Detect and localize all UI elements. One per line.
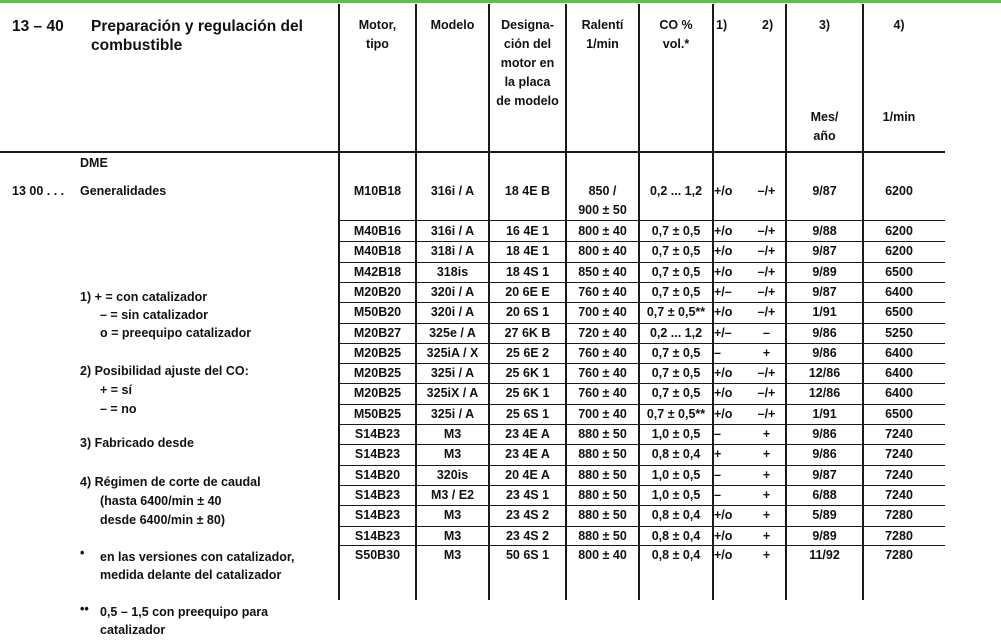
cell-modelo: 325i / A [430, 366, 475, 381]
cell-modelo: M3 [443, 427, 462, 441]
cell-desig: 18 4S 1 [505, 264, 550, 279]
cell-mes: 5/89 [812, 508, 837, 523]
cell-c2: –/+ [757, 406, 776, 421]
note-2-line3: – = no [100, 402, 137, 416]
cell-desig: 20 6S 1 [505, 305, 550, 320]
cell-c2: –/+ [757, 386, 776, 401]
cell-modelo: M3 [443, 528, 462, 543]
note-2-line1: 2) Posibilidad ajuste del CO: [80, 364, 249, 378]
note-1-line3: o = preequipo catalizador [100, 326, 252, 340]
top-border-line [0, 0, 1001, 3]
cell-rpm: 6200 [885, 224, 913, 238]
cell-ralenti: 880 ± 50 [578, 528, 627, 543]
cell-c2: + [762, 528, 771, 543]
cell-rpm: 7280 [885, 548, 913, 562]
cell-c1: +/o [714, 184, 733, 198]
cell-co: 0,8 ± 0,4 [651, 508, 701, 523]
header-motor: Motor, tipo [358, 18, 397, 51]
cell-mes: 9/86 [812, 427, 837, 441]
group-name: Generalidades [80, 184, 167, 198]
cell-c1: +/o [714, 264, 733, 279]
cell-desig: 27 6K B [504, 325, 551, 340]
cell-rpm: 7240 [885, 427, 913, 441]
cell-co: 0,7 ± 0,5 [651, 264, 701, 279]
cell-motor: M10B18 [353, 184, 402, 198]
cell-ralenti: 880 ± 50 [578, 487, 627, 502]
cell-co: 1,0 ± 0,5 [651, 467, 701, 482]
cell-ralenti: 700 ± 40 [578, 406, 627, 421]
cell-ralenti: 700 ± 40 [578, 305, 627, 320]
cell-co: 0,2 ... 1,2 [649, 325, 703, 340]
cell-c1: +/o [714, 508, 733, 523]
cell-mes: 9/87 [812, 284, 837, 299]
note-dstar-mark: •• [80, 602, 89, 616]
cell-rpm: 7240 [885, 467, 913, 482]
note-star-mark: • [80, 546, 85, 560]
cell-c2: –/+ [757, 284, 776, 299]
cell-co: 0,8 ± 0,4 [651, 447, 701, 462]
cell-c1: +/o [714, 305, 733, 320]
note-dstar-line1: 0,5 – 1,5 con preequipo para [100, 605, 269, 619]
cell-co: 0,7 ± 0,5** [646, 305, 706, 320]
cell-motor: S14B23 [354, 447, 401, 462]
cell-c2: –/+ [757, 224, 776, 238]
cell-co: 0,7 ± 0,5 [651, 284, 701, 299]
cell-mes: 9/88 [812, 224, 837, 238]
header-designacion: Designa- ción del motor en la placa de modelo [496, 18, 559, 108]
cell-c2: + [762, 487, 771, 502]
cell-motor: S14B23 [354, 487, 401, 502]
cell-c1: – [714, 467, 721, 482]
note-dstar-line2: catalizador [100, 623, 166, 637]
cell-desig: 16 4E 1 [505, 224, 550, 238]
cell-ralenti: 880 ± 50 [578, 427, 627, 441]
cell-c1: – [714, 487, 721, 502]
cell-desig: 25 6K 1 [505, 366, 550, 381]
header-note-2: 2) [762, 18, 774, 32]
cell-desig: 50 6S 1 [505, 548, 550, 562]
cell-mes: 12/86 [808, 366, 841, 381]
cell-desig: 20 4E A [505, 467, 550, 482]
cell-motor: M42B18 [353, 264, 402, 279]
cell-c2: + [762, 427, 771, 441]
header-note-3: 3) [818, 18, 831, 32]
cell-ralenti: 800 ± 40 [578, 548, 627, 562]
cell-motor: M20B27 [353, 325, 402, 340]
cell-motor: M40B16 [353, 224, 402, 238]
cell-desig: 23 4E A [505, 447, 550, 462]
cell-modelo: M3 [443, 447, 462, 462]
cell-mes: 11/92 [809, 548, 840, 562]
header-note-4: 4) [893, 18, 905, 32]
cell-motor: S14B23 [354, 528, 401, 543]
cell-modelo: 325iA / X [426, 345, 479, 360]
note-4-line2: (hasta 6400/min ± 40 [100, 494, 222, 508]
cell-c1: +/o [714, 366, 733, 381]
cell-c2: + [762, 467, 771, 482]
section-title-line2: combustible [91, 37, 183, 54]
cell-c2: + [762, 508, 771, 523]
cell-co: 0,7 ± 0,5 [651, 345, 701, 360]
note-star-line2: medida delante del catalizador [100, 568, 282, 582]
cell-rpm: 7240 [885, 487, 913, 502]
cell-c2: + [762, 447, 771, 462]
cell-c1: +/– [714, 284, 732, 299]
header-mes-ano: Mes/ año [810, 110, 839, 143]
cell-mes: 9/86 [812, 345, 837, 360]
cell-ralenti: 760 ± 40 [578, 366, 627, 381]
cell-mes: 9/86 [812, 325, 837, 340]
note-3: 3) Fabricado desde [80, 436, 194, 450]
cell-ralenti: 760 ± 40 [578, 284, 627, 299]
cell-mes: 1/91 [812, 305, 837, 320]
section-number: 13 – 40 [12, 18, 64, 35]
cell-motor: S50B30 [354, 548, 401, 562]
cell-desig: 25 6S 1 [505, 406, 550, 421]
cell-ralenti: 850 / [588, 184, 617, 198]
cell-rpm: 6400 [885, 366, 913, 381]
cell-c1: +/o [714, 386, 733, 401]
cell-motor: M20B20 [353, 284, 402, 299]
cell-rpm: 6500 [885, 406, 913, 421]
cell-mes: 6/88 [812, 487, 837, 502]
note-4-line1: 4) Régimen de corte de caudal [80, 475, 261, 489]
cell-co: 0,8 ± 0,4 [651, 528, 701, 543]
cell-c2: –/+ [757, 244, 776, 259]
cell-co: 0,2 ... 1,2 [649, 184, 703, 198]
cell-c2: –/+ [757, 305, 776, 320]
cell-c2: –/+ [757, 366, 776, 381]
header-ralenti: Ralentí 1/min [581, 18, 624, 51]
row-rule [338, 220, 945, 221]
group-dme: DME [80, 156, 108, 170]
cell-modelo: 320i / A [430, 284, 475, 299]
cell-c2: + [762, 345, 771, 360]
cell-desig: 25 6E 2 [505, 345, 550, 360]
cell-mes: 9/87 [812, 467, 837, 482]
header-note-1: 1) [716, 18, 728, 32]
cell-desig: 23 4E A [505, 427, 550, 441]
cell-co: 1,0 ± 0,5 [651, 427, 701, 441]
cell-motor: S14B23 [354, 427, 401, 441]
cell-modelo: M3 [443, 548, 462, 562]
cell-motor: M20B25 [353, 345, 402, 360]
cell-ralenti: 800 ± 40 [578, 244, 627, 259]
cell-c1: +/o [714, 224, 733, 238]
cell-co: 0,7 ± 0,5 [651, 244, 701, 259]
note-1-line2: – = sin catalizador [100, 308, 209, 322]
cell-ralenti: 800 ± 40 [578, 224, 627, 238]
cell-c1: + [714, 447, 722, 462]
note-star-line1: en las versiones con catalizador, [100, 550, 295, 564]
cell-modelo: 320is [436, 467, 469, 482]
cell-rpm: 6400 [885, 386, 913, 401]
cell-ralenti: 880 ± 50 [578, 467, 627, 482]
note-1-line1: 1) + = con catalizador [80, 290, 208, 304]
cell-c1: +/– [714, 325, 732, 340]
cell-rpm: 6500 [885, 305, 913, 320]
cell-mes: 9/89 [812, 528, 837, 543]
cell-co: 0,7 ± 0,5 [651, 366, 701, 381]
note-2-line2: + = sí [100, 383, 132, 397]
cell-motor: M40B18 [353, 244, 402, 259]
cell-modelo: M3 / E2 [430, 487, 475, 502]
cell-desig: 23 4S 2 [505, 528, 550, 543]
cell-ralenti: 880 ± 50 [578, 447, 627, 462]
cell-co: 1,0 ± 0,5 [651, 487, 701, 502]
header-modelo: Modelo [430, 18, 475, 32]
cell-desig: 25 6K 1 [505, 386, 550, 401]
cell-rpm: 6400 [885, 284, 913, 299]
cell-modelo: 318is [436, 264, 469, 279]
cell-rpm: 6500 [885, 264, 913, 279]
cell-mes: 9/87 [812, 184, 837, 198]
cell-modelo: 325iX / A [426, 386, 479, 401]
cell-motor: S14B23 [354, 508, 401, 523]
cell-c1: – [714, 427, 721, 441]
cell-mes: 1/91 [812, 406, 837, 421]
cell-ralenti: 880 ± 50 [578, 508, 627, 523]
section-title-line1: Preparación y regulación del [91, 18, 303, 35]
cell-desig: 18 4E 1 [505, 244, 550, 259]
cell-co: 0,7 ± 0,5** [646, 406, 706, 421]
header-co: CO % vol.* [659, 18, 693, 51]
cell-c2: + [762, 548, 771, 562]
cell-modelo: 316i / A [430, 224, 475, 238]
cell-desig: 20 6E E [505, 284, 550, 299]
cell-rpm: 7280 [885, 508, 913, 523]
cell-mes: 9/87 [812, 244, 837, 259]
cell-co: 0,8 ± 0,4 [651, 548, 701, 562]
cell-c2: –/+ [757, 184, 776, 198]
cell-motor: M20B25 [353, 386, 402, 401]
cell-modelo: 325e / A [429, 325, 476, 340]
cell-modelo: 320i / A [430, 305, 475, 320]
group-code: 13 00 . . . [12, 184, 65, 198]
cell-modelo: 325i / A [430, 406, 475, 421]
cell-rpm: 5250 [885, 325, 913, 340]
cell-modelo: 316i / A [430, 184, 475, 198]
cell-ralenti: 760 ± 40 [578, 345, 627, 360]
cell-motor: S14B20 [354, 467, 401, 482]
cell-ralenti: 720 ± 40 [578, 325, 627, 340]
cell-c1: +/o [714, 244, 733, 259]
cell-rpm: 7280 [885, 528, 913, 543]
cell-modelo: 318i / A [430, 244, 475, 259]
note-4-line3: desde 6400/min ± 80) [100, 513, 225, 527]
header-rpm: 1/min [882, 110, 916, 124]
cell-rpm: 6200 [885, 184, 913, 198]
cell-rpm: 6400 [885, 345, 913, 360]
cell-mes: 12/86 [808, 386, 841, 401]
cell-co: 0,7 ± 0,5 [651, 224, 701, 238]
cell-motor: M50B20 [353, 305, 402, 320]
cell-rpm: 7240 [885, 447, 913, 462]
cell-ralenti: 760 ± 40 [578, 386, 627, 401]
cell-c1: – [714, 345, 721, 360]
cell-c1: +/o [714, 406, 733, 421]
cell-rpm: 6200 [885, 244, 913, 259]
cell-mes: 9/86 [812, 447, 837, 462]
cell-co: 0,7 ± 0,5 [651, 386, 701, 401]
cell-c1: +/o [714, 528, 733, 543]
cell-motor: M50B25 [353, 406, 402, 421]
header-rule [0, 151, 945, 153]
cell-desig: 23 4S 2 [505, 508, 550, 523]
cell-desig: 18 4E B [504, 184, 551, 198]
cell-motor: M20B25 [353, 366, 402, 381]
cell-c2: – [763, 325, 770, 340]
cell-desig: 23 4S 1 [505, 487, 550, 502]
cell-c1: +/o [714, 548, 733, 562]
cell-modelo: M3 [443, 508, 462, 523]
cell-ralenti: 850 ± 40 [578, 264, 627, 279]
cell-c2: –/+ [757, 264, 776, 279]
cell-ralenti-line2: 900 ± 50 [578, 203, 627, 217]
cell-mes: 9/89 [812, 264, 837, 279]
